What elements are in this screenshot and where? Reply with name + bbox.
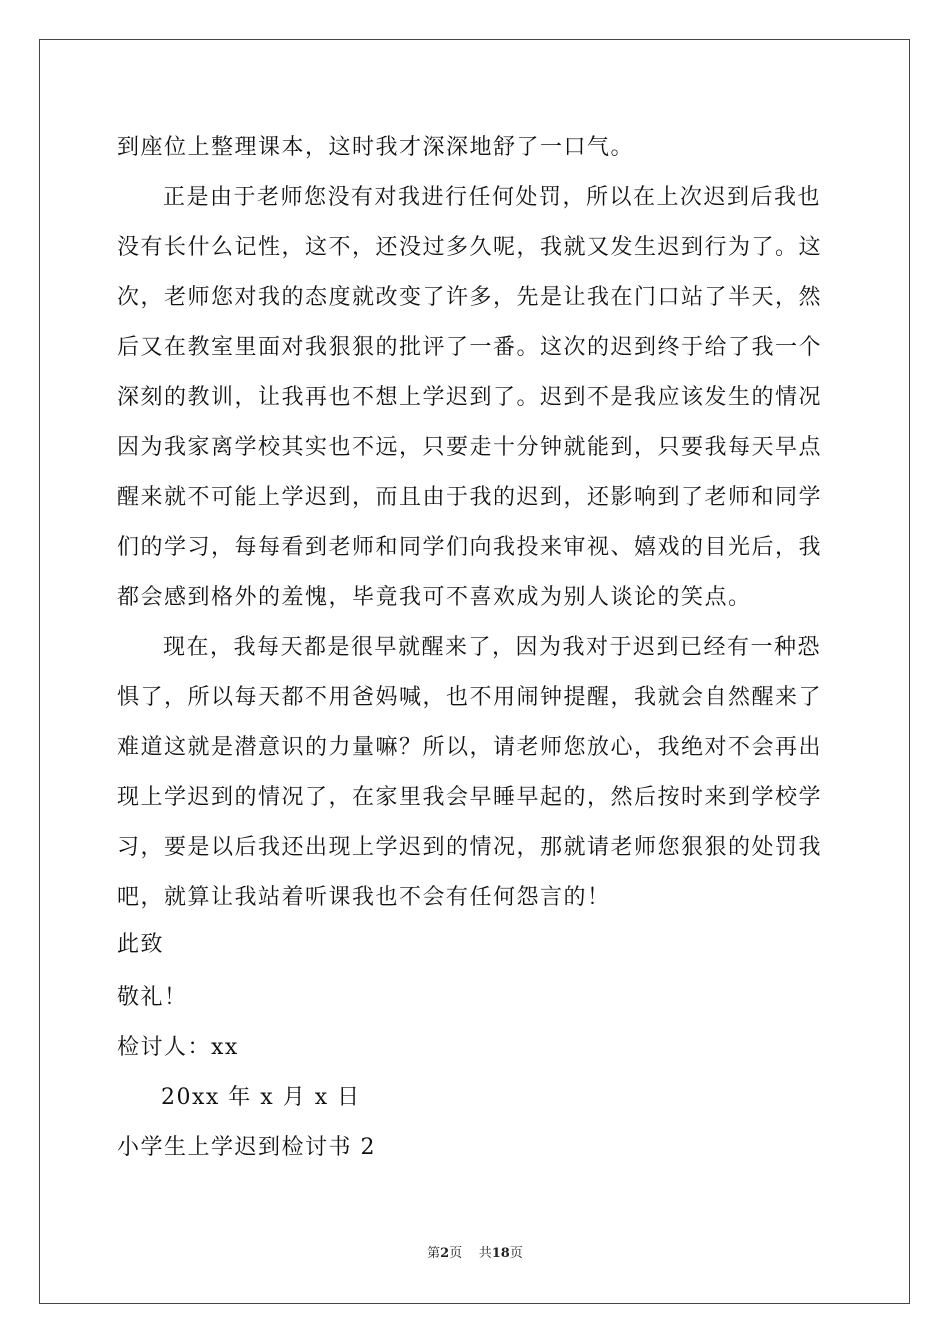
footer-page-suffix: 页 bbox=[449, 1246, 463, 1261]
body-line: 现上学迟到的情况了，在家里我会早睡早起的，然后按时来到学校学 bbox=[117, 785, 823, 810]
salute-text: 敬礼！ bbox=[117, 985, 188, 1010]
footer-total-pages: 18 bbox=[491, 1246, 510, 1261]
body-line: 难道这就是潜意识的力量嘛？所以，请老师您放心，我绝对不会再出 bbox=[117, 735, 823, 760]
footer-total-suffix: 页 bbox=[509, 1246, 523, 1261]
paragraph-start-line: 正是由于老师您没有对我进行任何处罚，所以在上次迟到后我也 bbox=[163, 185, 822, 210]
body-line: 吧，就算让我站着听课我也不会有任何怨言的！ bbox=[117, 885, 611, 910]
body-line: 惧了，所以每天都不用爸妈喊，也不用闹钟提醒，我就会自然醒来了 bbox=[117, 685, 823, 710]
next-section-title: 小学生上学迟到检讨书 2 bbox=[117, 1135, 376, 1160]
date-text: 20xx 年 x 月 x 日 bbox=[161, 1085, 361, 1110]
body-line: 因为我家离学校其实也不远，只要走十分钟就能到，只要我每天早点 bbox=[117, 435, 823, 460]
body-line: 习，要是以后我还出现上学迟到的情况，那就请老师您狠狠的处罚我 bbox=[117, 835, 823, 860]
body-line: 都会感到格外的羞愧，毕竟我可不喜欢成为别人谈论的笑点。 bbox=[117, 585, 752, 610]
body-line: 们的学习，每每看到老师和同学们向我投来审视、嬉戏的目光后，我 bbox=[117, 535, 823, 560]
footer-page-number: 2 bbox=[440, 1246, 450, 1261]
page-border bbox=[39, 39, 910, 1304]
body-line: 醒来就不可能上学迟到，而且由于我的迟到，还影响到了老师和同学 bbox=[117, 485, 823, 510]
closing-text: 此致 bbox=[117, 932, 165, 957]
footer-total-prefix: 共 bbox=[478, 1246, 492, 1261]
body-line: 后又在教室里面对我狠狠的批评了一番。这次的迟到终于给了我一个 bbox=[117, 335, 823, 360]
body-line: 次，老师您对我的态度就改变了许多，先是让我在门口站了半天，然 bbox=[117, 285, 823, 310]
body-line: 没有长什么记性，这不，还没过多久呢，我就又发生迟到行为了。这 bbox=[117, 235, 823, 260]
body-line: 深刻的教训，让我再也不想上学迟到了。迟到不是我应该发生的情况 bbox=[117, 385, 823, 410]
footer-page-prefix: 第 bbox=[427, 1246, 441, 1261]
signature-text: 检讨人：xx bbox=[117, 1035, 239, 1060]
page-footer bbox=[0, 1245, 950, 1263]
body-line: 到座位上整理课本，这时我才深深地舒了一口气。 bbox=[117, 135, 635, 160]
paragraph-start-line: 现在，我每天都是很早就醒来了，因为我对于迟到已经有一种恐 bbox=[163, 635, 822, 660]
